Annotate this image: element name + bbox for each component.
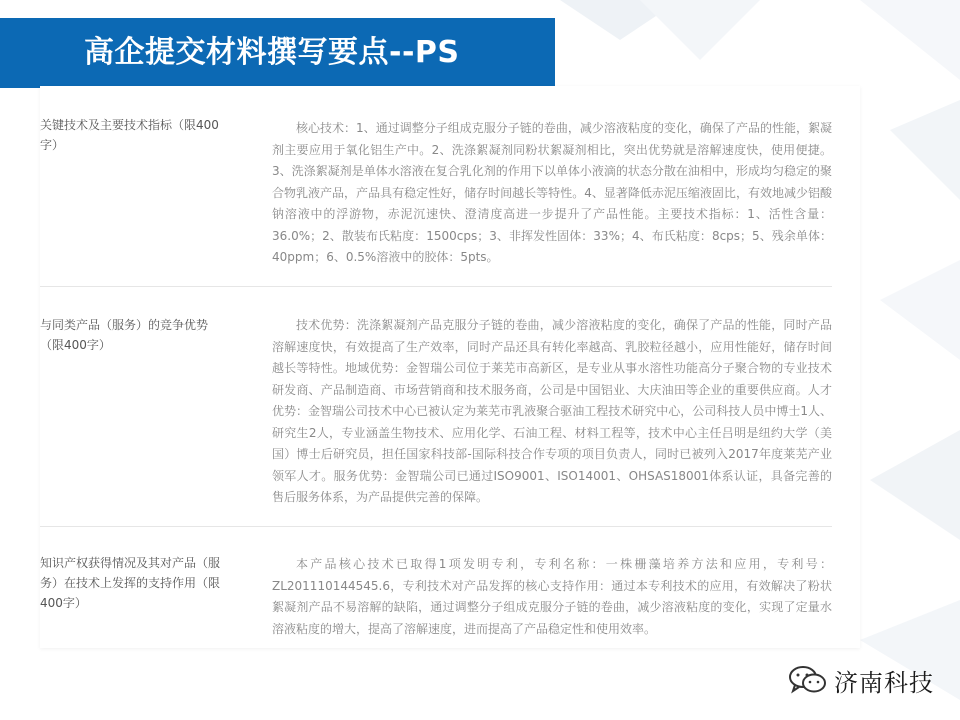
- row-label-key-technology: 关键技术及主要技术指标（限400字）: [40, 118, 219, 152]
- wechat-icon: [788, 664, 828, 696]
- row-content-key-technology: 核心技术：1、通过调整分子组成克服分子链的卷曲，减少溶液粘度的变化，确保了产品的性能，絮凝剂主要应用于氧化铝生产中。2、洗涤絮凝剂同粉状絮凝剂相比，突出优势就是溶解速度快，使用便捷。3、洗涤絮凝剂是单体水溶液在复合乳化剂的作用下以单体小液滴的状态分散在油相中，形成均匀稳定的聚合物乳液产品，产品具有稳定性好，储存时间越长等特性。4、显著降低赤泥压缩液固比，有效地减少铝酸钠溶液中的浮游物，赤泥沉速快、澄清度高进一步提升了产品性能。主要技术指标：1、活性含量：36.0%；2、散装布氏粘度：1500cps；3、非挥发性固体：33%；4、布氏粘度：8cps；5、残余单体：40ppm；6、0.5%溶液中的胶体：5pts。: [272, 121, 832, 264]
- row-label-ip-support: 知识产权获得情况及其对产品（服务）在技术上发挥的支持作用（限400字）: [40, 556, 221, 610]
- watermark: [788, 660, 934, 700]
- row-content-competitive-advantage: 技术优势：洗涤絮凝剂产品克服分子链的卷曲，减少溶液粘度的变化，确保了产品的性能，同时产品溶解速度快，有效提高了生产效率，同时产品还具有转化率越高、乳胶粒径越小，应用性能好，储存时间越长等特性。地域优势：金智瑞公司位于莱芜市高新区，是专业从事水溶性功能高分子聚合物的专业技术研发商、产品制造商、市场营销商和技术服务商，公司是中国铝业、大庆油田等企业的重要供应商。人才优势：金智瑞公司技术中心已被认定为莱芜市乳液聚合驱油工程技术研究中心，公司科技人员中博士1人、研究生2人，专业涵盖生物技术、应用化学、石油工程、材料工程等，技术中心主任吕明是纽约大学（美国）博士后研究员，担任国家科技部-国际科技合作专项的项目负责人，同时已被列入2017年度莱芜产业领军人才。服务优势：金智瑞公司已通过ISO9001、ISO14001、OHSAS18001体系认证，具备完善的售后服务体系，为产品提供完善的保障。: [272, 318, 832, 504]
- form-table: [40, 86, 860, 648]
- row-content-ip-support: 本产品核心技术已取得1项发明专利，专利名称：一株栅藻培养方法和应用，专利号：ZL201110144545.6，专利技术对产品发挥的核心支持作用：通过本专利技术的应用，有效解决了粉状絮凝剂产品不易溶解的缺陷，通过调整分子组成克服分子链的卷曲，减少溶液粘度的变化，实现了定量水溶液粘度的增大，提高了溶解速度，进而提高了产品稳定性和使用效率。: [272, 557, 832, 636]
- page-title: 高企提交材料撰写要点--PS: [84, 35, 460, 70]
- row-divider: [40, 526, 832, 527]
- row-divider: [40, 286, 832, 287]
- row-label-competitive-advantage: 与同类产品（服务）的竞争优势（限400字）: [40, 318, 209, 352]
- watermark-text: 济南科技: [834, 668, 934, 697]
